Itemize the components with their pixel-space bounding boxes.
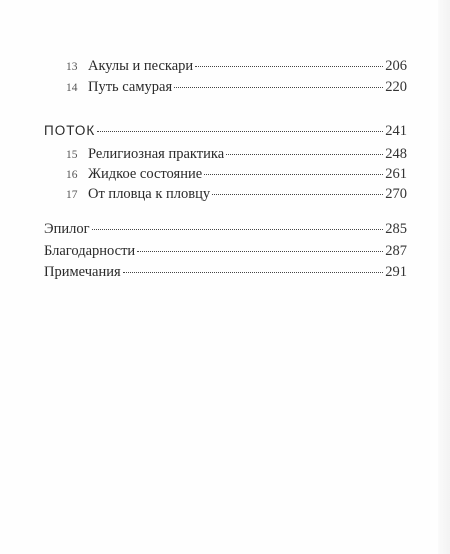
dot-leader [204,174,383,175]
page-number: 206 [385,58,407,74]
dot-leader [137,251,383,252]
chapter-number: 14 [66,82,78,94]
page-number: 287 [385,243,407,259]
chapter-title: Религиозная практика [88,146,225,162]
toc-entry [66,78,407,97]
dot-leader [97,131,383,132]
dot-leader [212,194,383,195]
chapter-title: Акулы и пескари [88,58,194,74]
page-number: 291 [385,264,407,280]
chapter-number: 15 [66,149,78,161]
page-number: 248 [385,146,407,162]
page-number: 220 [385,79,407,95]
chapter-title: Жидкое состояние [88,166,203,182]
dot-leader [226,154,383,155]
chapter-number: 16 [66,169,78,181]
page-number: 241 [385,123,407,139]
toc-backmatter-entry [44,263,407,281]
dot-leader [195,66,383,67]
chapter-number: 13 [66,61,78,73]
page-number: 261 [385,166,407,182]
toc-entry [66,57,407,76]
section-title: Примечания [44,264,121,280]
section-title: Эпилог [44,221,90,237]
toc-entry [66,145,407,164]
dot-leader [174,87,383,88]
dot-leader [92,229,384,230]
chapter-title: Путь самурая [88,79,173,95]
chapter-number: 17 [66,189,78,201]
chapter-title: От пловца к пловцу [88,186,211,202]
toc-part-entry [44,122,407,140]
page-number: 285 [385,221,407,237]
toc-entry [66,185,407,204]
dot-leader [123,272,384,273]
page-edge-shadow [438,0,450,554]
part-title: ПОТОК [44,123,96,138]
toc-backmatter-entry [44,242,407,260]
section-title: Благодарности [44,243,136,259]
page-number: 270 [385,186,407,202]
toc-backmatter-entry [44,220,407,238]
toc-entry [66,165,407,184]
